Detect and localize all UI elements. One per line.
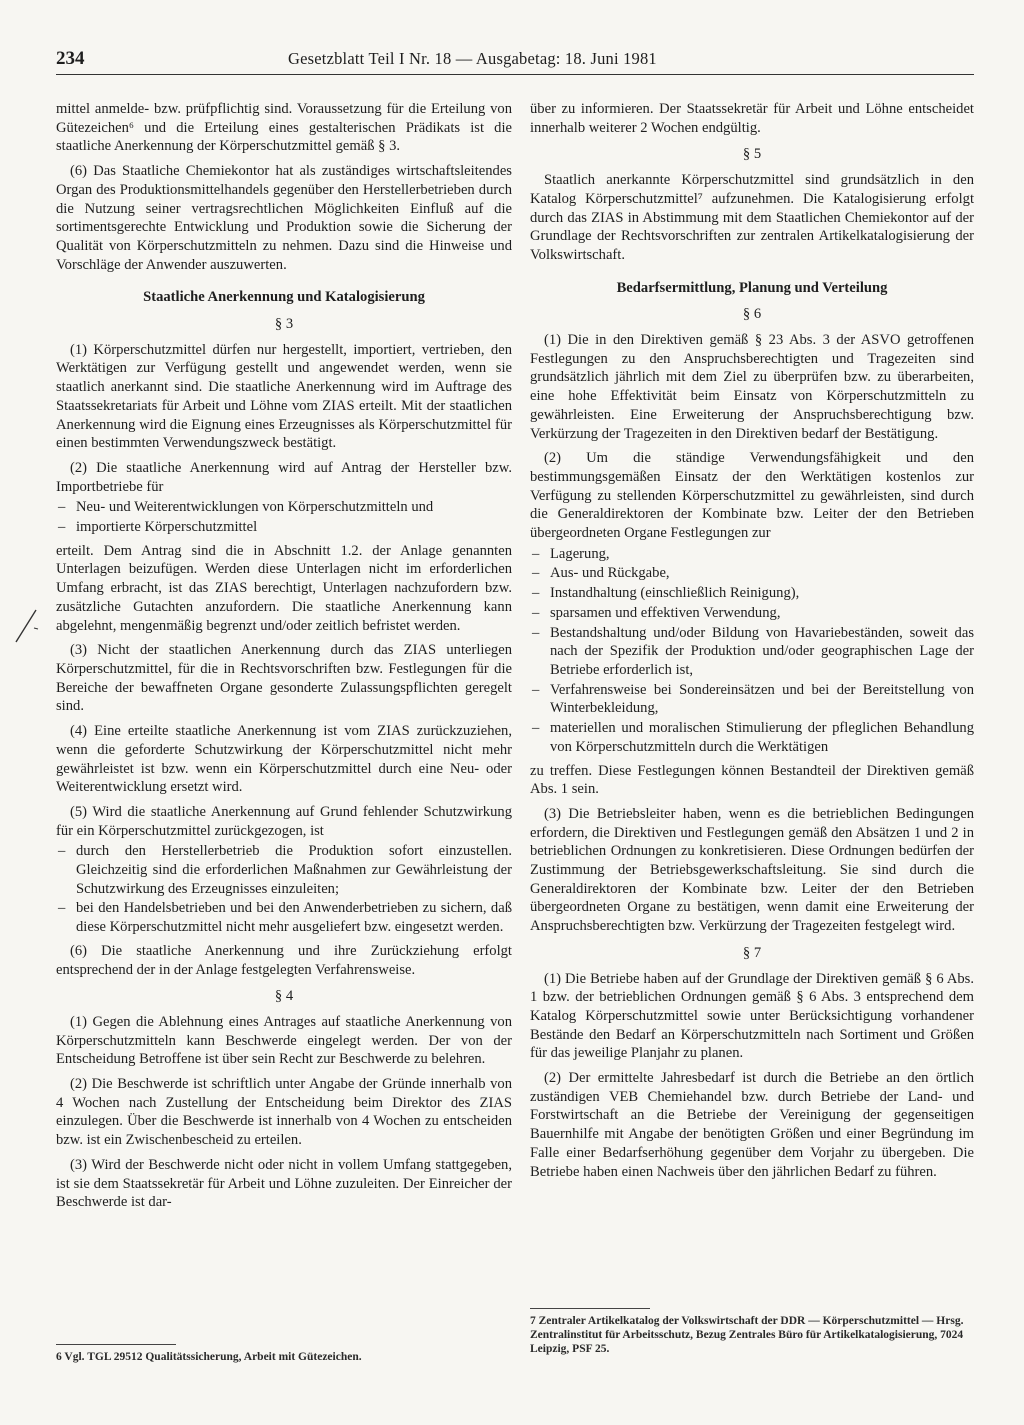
list-item: – materiellen und moralischen Stimulierung der pfleglichen Behandlung von Körperschutzmitteln durch die Werktätigen (530, 719, 974, 756)
list-item: – bei den Handelsbetrieben und bei den Anwenderbetrieben zu sichern, daß diese Körperschutzmittel nicht mehr ausgeliefert bzw. eingesetzt werden. (56, 899, 512, 936)
section-number: § 4 (274, 988, 294, 1005)
paragraph: (1) Körperschutzmittel dürfen nur hergestellt, importiert, vertrieben, den Werktätigen zur Verfügung gestellt und angewendet werden, wenn sie staatlich anerkannt sind. Die staatliche Anerkennung wird im Auftrage des Staatssekretariats für Arbeit und Löhne vom ZIAS erteilt. Mit der staatlichen Anerkennung wird die Eignung eines Erzeugnisses als Körperschutzmittel für einen bestimmten Verwendungszweck bestätigt. (56, 341, 512, 452)
section-heading: Bedarfsermittlung, Planung und Verteilung (616, 279, 888, 296)
gazette-title: Gesetzblatt Teil I Nr. 18 — Ausgabetag: 18. Juni 1981 (288, 49, 657, 68)
list-item: – Neu- und Weiterentwicklungen von Körperschutzmitteln und (56, 498, 512, 517)
paragraph: (1) Gegen die Ablehnung eines Antrages auf staatliche Anerkennung von Körperschutzmitteln kann Beschwerde eingelegt werden. Der von der Entscheidung Betroffene ist über sein Recht zur Beschwerde zu belehren. (56, 1013, 512, 1068)
paragraph: (3) Nicht der staatlichen Anerkennung durch das ZIAS unterliegen Körperschutzmittel, für die in Rechtsvorschriften bzw. Festlegungen für die Bereiche der bewaffneten Organe gesonderte Zulassungspflichten geregelt sind. (56, 642, 512, 715)
list-item: – importierte Körperschutzmittel (56, 518, 512, 537)
dash-list (530, 545, 974, 757)
footnote-rule (530, 1308, 650, 1309)
paragraph: (3) Die Betriebsleiter haben, wenn es die betrieblichen Bedingungen erfordern, die Direktiven und Festlegungen gemäß den Absätzen 1 und 2 in betrieblichen Ordnungen zu konkretisieren. Diese Ordnungen bedürfen der Zustimmung der Betriebsgewerkschaftsleitung. Sie sind durch die Generaldirektoren der Kombinate bzw. Leiter der den Betrieben übergeordneten Organe zu bestätigen, wenn damit eine Erweiterung der Anspruchsberechtigten bzw. Verkürzung der Tragezeiten festgelegt wird. (530, 805, 974, 935)
list-item: – Instandhaltung (einschließlich Reinigung), (530, 584, 974, 603)
paragraph: (2) Um die ständige Verwendungsfähigkeit und den bestimmungsgemäßen Einsatz der den Werktätigen kostenlos zur Verfügung zu stellenden Körperschutzmittel zu gewährleisten, sind durch die Generaldirektoren der Kombinate bzw. Leiter der den Betrieben übergeordneten Organe Festlegungen zur (530, 450, 974, 542)
list-item: – Verfahrensweise bei Sondereinsätzen und bei der Bereitstellung von Winterbekleidung, (530, 681, 974, 718)
list-item: – Aus- und Rückgabe, (530, 564, 974, 583)
footnote-rule (56, 1344, 176, 1345)
paragraph: (3) Wird der Beschwerde nicht oder nicht in vollem Umfang stattgegeben, ist sie dem Staatssekretär für Arbeit und Löhne zuzuleiten. Der Einreicher der Beschwerde ist dar- (56, 1156, 512, 1211)
paragraph: mittel anmelde- bzw. prüfpflichtig sind. Voraussetzung für die Erteilung von Gütezeichen⁶ und die Erteilung eines gestalterischen Prädikats ist die staatliche Anerkennung der Körperschutzmittel gemäß § 3. (56, 101, 512, 155)
paragraph: erteilt. Dem Antrag sind die in Abschnitt 1.2. der Anlage genannten Unterlagen beizufügen. Werden diese Unterlagen nicht im erforderlichen Umfang erbracht, ist das ZIAS berechtigt, Unterlagen nachzufordern bzw. zusätzliche Gutachten anzufordern. Die staatliche Anerkennung kann abgelehnt, mengenmäßig begrenzt und/oder zeitlich befristet werden. (56, 542, 512, 634)
footnote: 7 Zentraler Artikelkatalog der Volkswirtschaft der DDR — Körperschutzmittel — Hrsg. Zentralinstitut für Arbeitsschutz, Bezug Zentrales Büro für Artikelkatalogisierung, 7024 Leipzig, PSF 25. (530, 1315, 964, 1355)
paragraph: (2) Die Beschwerde ist schriftlich unter Angabe der Gründe innerhalb von 4 Wochen nach Zustellung der Entscheidung beim Direktor des ZIAS einzulegen. Über die Beschwerde ist innerhalb von 4 Wochen zu entscheiden bzw. ist ein Zwischenbescheid zu erteilen. (56, 1076, 512, 1149)
section-number: § 5 (742, 146, 762, 163)
right-column (530, 100, 974, 1187)
paragraph: Staatlich anerkannte Körperschutzmittel sind grundsätzlich in den Katalog Körperschutzmittel⁷ aufzunehmen. Die Katalogisierung erfolgt durch das ZIAS in Abstimmung mit dem Staatlichen Chemiekontor auf der Grundlage der Rechtsvorschriften zur zentralen Artikelkatalogisierung der Volkswirtschaft. (530, 172, 974, 263)
paragraph: (1) Die Betriebe haben auf der Grundlage der Direktiven gemäß § 6 Abs. 1 bzw. der betrieblichen Ordnungen gemäß § 6 Abs. 3 entsprechend dem Katalog Körperschutzmittel sowie unter Berücksichtigung vorhandener Bestände den Bedarf an Körperschutzmitteln nach Sortiment und Größen für das jeweilige Planjahr zu planen. (530, 970, 974, 1062)
list-item: – sparsamen und effektiven Verwendung, (530, 604, 974, 623)
paragraph: (2) Der ermittelte Jahresbedarf ist durch die Betriebe an den örtlich zuständigen VEB Chemiehandel bzw. durch Betriebe der Land- und Forstwirtschaft an die Betriebe der Vereinigung der gegenseitigen Bauernhilfe mit Angabe der benötigten Größen und einer Begründung im Falle einer Bedarfserhöhung gegenüber dem Vorjahr zu übergeben. Die Betriebe haben einen Nachweis über den jährlichen Bedarf zu führen. (530, 1070, 974, 1180)
dash-list (56, 842, 512, 937)
list-item: – Bestandshaltung und/oder Bildung von Havariebeständen, soweit das nach der Spezifik der Produktion und/oder geographischen Lage der Betriebe erforderlich ist, (530, 624, 974, 680)
paragraph: (5) Wird die staatliche Anerkennung auf Grund fehlender Schutzwirkung für ein Körperschutzmittel zurückgezogen, ist (56, 803, 512, 839)
footnote: 6 Vgl. TGL 29512 Qualitätssicherung, Arbeit mit Gütezeichen. (56, 1351, 362, 1363)
section-number: § 6 (742, 306, 762, 323)
list-item: – durch den Herstellerbetrieb die Produktion sofort einzustellen. Gleichzeitig sind die erforderlichen Maßnahmen zur Gewährleistung der Schutzwirkung des Erzeugnisses einzuleiten; (56, 842, 512, 898)
page-number: 234 (56, 48, 85, 69)
dash-list (56, 498, 512, 536)
margin-pencil-mark (14, 606, 40, 646)
paragraph: (6) Die staatliche Anerkennung und ihre Zurückziehung erfolgt entsprechend der in der Anlage festgelegten Verfahrensweise. (56, 942, 512, 978)
paragraph: (1) Die in den Direktiven gemäß § 23 Abs. 3 der ASVO getroffenen Festlegungen zu den Anspruchsberechtigten und Tragezeiten sind grundsätzlich jährlich mit dem Ziel zu überprüfen bzw. zu überarbeiten, eine hohe Effektivität beim Einsatz von Körperschutzmitteln zu gewährleisten. Eine Erweiterung der Anspruchsberechtigung bzw. Verkürzung der Tragezeiten in den Direktiven bedarf der Bestätigung. (530, 332, 974, 442)
section-heading: Staatliche Anerkennung und Katalogisierung (143, 289, 425, 306)
section-number: § 3 (274, 316, 294, 333)
page-header (56, 48, 974, 75)
paragraph: (2) Die staatliche Anerkennung wird auf Antrag der Hersteller bzw. Importbetriebe für (56, 459, 512, 495)
paragraph: (6) Das Staatliche Chemiekontor hat als zuständiges wirtschaftsleitendes Organ des Produktionsmittelhandels gegenüber den Herstellerbetrieben durch die Nutzung seiner vertragsrechtlichen Möglichkeiten Einfluß auf die sortimentsgerechte Entwicklung und Produktion sowie die Sicherung der Qualität von Körperschutzmitteln zu nehmen. Dazu sind die Hinweise und Vorschläge der Anwender auszuwerten. (56, 163, 512, 273)
list-item: – Lagerung, (530, 545, 974, 564)
paragraph: (4) Eine erteilte staatliche Anerkennung ist vom ZIAS zurückzuziehen, wenn die geforderte Schutzwirkung der Körperschutzmittel nicht mehr gewährleistet ist bzw. wenn ein Körperschutzmittel durch eine Neu- oder Weiterentwicklung ersetzt wird. (56, 723, 512, 796)
paragraph: zu treffen. Diese Festlegungen können Bestandteil der Direktiven gemäß Abs. 1 sein. (530, 762, 974, 798)
paragraph: über zu informieren. Der Staatssekretär für Arbeit und Löhne entscheidet innerhalb weiterer 2 Wochen endgültig. (530, 101, 974, 136)
section-number: § 7 (742, 944, 762, 961)
left-column (56, 100, 512, 1218)
